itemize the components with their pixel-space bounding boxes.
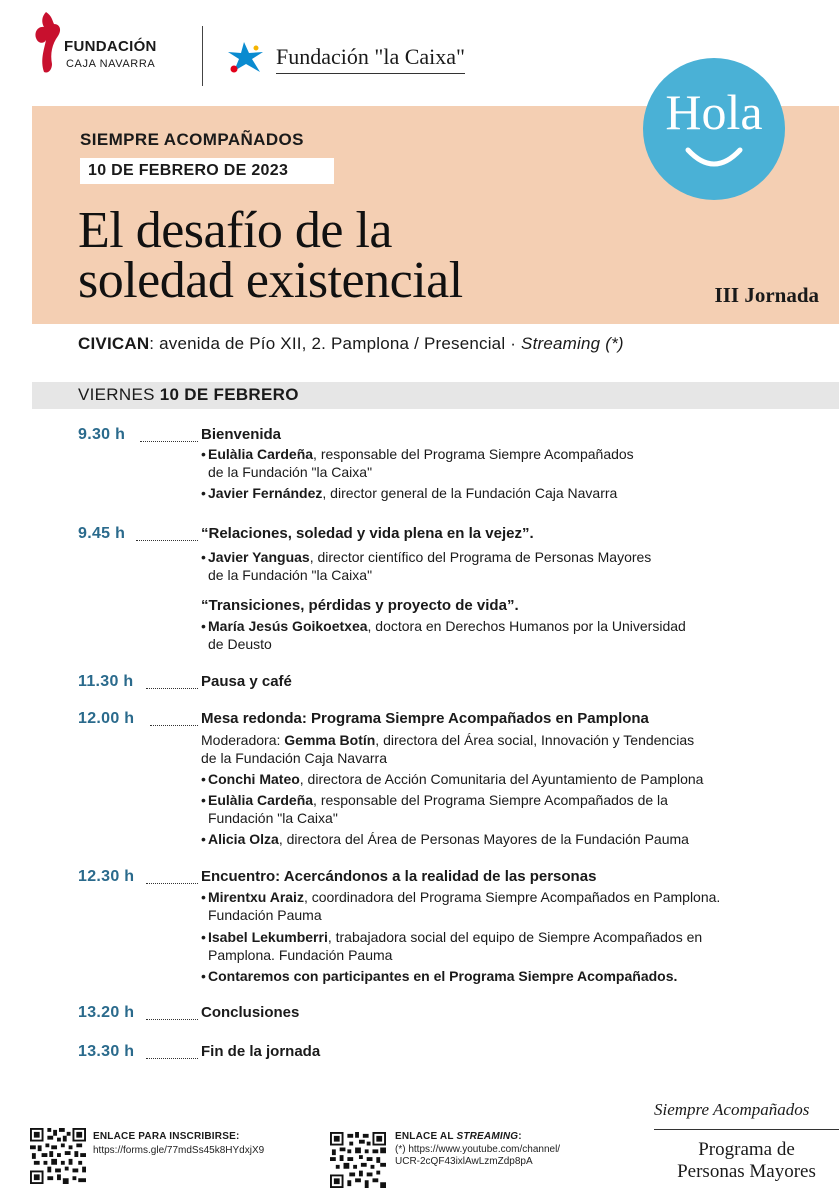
speaker-line (208, 446, 634, 463)
streaming-label-em: STREAMING (456, 1131, 519, 1142)
title-line-1: El desafío de la (78, 202, 392, 259)
programa-personas-mayores (654, 1139, 839, 1183)
caja-navarra-mark-icon (32, 10, 64, 74)
page-title (78, 202, 638, 309)
venue-address: : avenida de Pío XII, 2. Pamplona / Presencial · (149, 334, 522, 353)
day-weekday: VIERNES (78, 385, 160, 404)
participants-note: Contaremos con participantes en el Programa Siempre Acompañados. (208, 968, 678, 984)
speaker-role: , coordinadora del Programa Siempre Acompañados en Pamplona. (303, 889, 721, 905)
logo-divider (202, 26, 203, 86)
streaming-link-label (395, 1131, 522, 1142)
dot-leader (146, 1045, 198, 1059)
entry-time: 13.20 h (78, 1004, 135, 1021)
bullet: • (201, 968, 206, 984)
bullet: • (201, 446, 206, 462)
entry-time: 9.45 h (78, 525, 126, 542)
speaker-role-cont: de la Fundación "la Caixa" (208, 567, 373, 583)
dot-leader (146, 1006, 198, 1020)
edition-label: III Jornada (714, 283, 819, 307)
moderator-label: Moderadora: (201, 732, 285, 748)
la-caixa-name: Fundación "la Caixa" (276, 44, 465, 74)
entry-title: Fin de la jornada (201, 1043, 321, 1060)
speaker-name: Javier Fernández (208, 485, 323, 501)
speaker-name: Eulàlia Cardeña (208, 446, 314, 462)
program-line-1: Programa de (698, 1139, 795, 1160)
entry-title: Mesa redonda: Programa Siempre Acompañados en Pamplona (201, 710, 649, 727)
moderator-role: , directora del Área social, Innovación y Tendencias (375, 732, 695, 748)
speaker-line (208, 929, 702, 946)
bullet: • (201, 771, 206, 787)
moderator-name: Gemma Botín (284, 732, 376, 748)
speaker-line (208, 792, 668, 809)
day-header (32, 382, 839, 409)
speaker-name: Alicia Olza (208, 831, 279, 847)
speaker-role-cont: Fundación Pauma (208, 907, 322, 923)
entry-time: 13.30 h (78, 1043, 135, 1060)
speaker-role-cont: de Deusto (208, 636, 272, 652)
program-line-2: Personas Mayores (677, 1161, 816, 1182)
fcn-name: FUNDACIÓN (64, 38, 157, 55)
speaker-name: Conchi Mateo (208, 771, 300, 787)
venue-streaming: Streaming (*) (521, 334, 624, 353)
moderator-role-cont: de la Fundación Caja Navarra (201, 750, 387, 766)
dot-leader (146, 675, 198, 689)
fcn-subtitle: CAJA NAVARRA (66, 58, 156, 70)
hola-text: Hola (665, 84, 763, 140)
speaker-role: , responsable del Programa Siempre Acompañados de la (313, 792, 668, 808)
streaming-link-url[interactable] (395, 1144, 560, 1168)
smile-icon (684, 144, 744, 172)
event-date: 10 DE FEBRERO DE 2023 (80, 158, 334, 184)
speaker-role: , directora de Acción Comunitaria del Ayuntamiento de Pamplona (299, 771, 704, 787)
streaming-label-suffix: : (518, 1131, 522, 1142)
speaker-role-cont: de la Fundación "la Caixa" (208, 464, 373, 480)
footer-rule (654, 1129, 839, 1130)
speaker-role: , doctora en Derechos Humanos por la Universidad (367, 618, 686, 634)
venue-name: CIVICAN (78, 334, 150, 353)
streaming-url-line-2: UCR-2cQF43ixlAwLzmZdp8pA (395, 1156, 533, 1167)
streaming-qr-code[interactable] (330, 1132, 386, 1188)
speaker-line (208, 968, 677, 985)
speaker-role: , director científico del Programa de Personas Mayores (309, 549, 652, 565)
speaker-role: , director general de la Fundación Caja Navarra (322, 485, 618, 501)
speaker-line (208, 485, 617, 502)
entry-time: 12.00 h (78, 710, 135, 727)
bullet: • (201, 618, 206, 634)
venue-line (78, 334, 624, 354)
speaker-name: María Jesús Goikoetxea (208, 618, 368, 634)
header-logos (32, 8, 492, 86)
entry-time: 9.30 h (78, 426, 126, 443)
speaker-role: , responsable del Programa Siempre Acompañados (313, 446, 634, 462)
streaming-url-line-1: (*) https://www.youtube.com/channel/ (395, 1144, 561, 1155)
entry-title: Bienvenida (201, 426, 282, 443)
la-caixa-logo (226, 40, 496, 80)
entry-title: Encuentro: Acercándonos a la realidad de las personas (201, 868, 597, 885)
bullet: • (201, 831, 206, 847)
speaker-name: Javier Yanguas (208, 549, 310, 565)
speaker-name: Mirentxu Araiz (208, 889, 304, 905)
bullet: • (201, 889, 206, 905)
bullet: • (201, 792, 206, 808)
entry-title: Conclusiones (201, 1004, 300, 1021)
bullet: • (201, 549, 206, 565)
dot-leader (140, 428, 198, 442)
streaming-label-prefix: ENLACE AL (395, 1131, 457, 1142)
speaker-role: , directora del Área de Personas Mayores de la Fundación Pauma (278, 831, 689, 847)
title-line-2: soledad existencial (78, 252, 463, 309)
speaker-line (208, 889, 720, 906)
dot-leader (136, 527, 198, 541)
speaker-line (208, 771, 703, 788)
siempre-acompanados-logo: Siempre Acompañados (654, 1100, 810, 1119)
bullet: • (201, 929, 206, 945)
hola-badge (643, 58, 785, 200)
speaker-line (208, 618, 686, 635)
speaker-role-cont: Fundación "la Caixa" (208, 810, 338, 826)
register-qr-code[interactable] (30, 1128, 86, 1184)
speaker-name: Eulàlia Cardeña (208, 792, 314, 808)
register-link-url[interactable]: https://forms.gle/77mdSs45k8HYdxjX9 (93, 1145, 265, 1156)
speaker-role-cont: Pamplona. Fundación Pauma (208, 947, 393, 963)
bullet: • (201, 485, 206, 501)
entry-time: 11.30 h (78, 673, 134, 690)
entry-title: “Relaciones, soledad y vida plena en la vejez”. (201, 525, 534, 542)
dot-leader (150, 712, 198, 726)
speaker-line (208, 549, 651, 566)
day-date: 10 DE FEBRERO (159, 385, 299, 404)
series-name: SIEMPRE ACOMPAÑADOS (80, 130, 304, 149)
moderator-line (201, 732, 694, 749)
speaker-role: , trabajadora social del equipo de Siempre Acompañados en (327, 929, 703, 945)
entry-title: Pausa y café (201, 673, 292, 690)
la-caixa-star-icon (226, 40, 266, 74)
speaker-line (208, 831, 689, 848)
register-link-label: ENLACE PARA INSCRIBIRSE: (93, 1131, 240, 1142)
fundacion-caja-navarra-logo (32, 8, 182, 78)
entry-subtitle: “Transiciones, pérdidas y proyecto de vida”. (201, 597, 519, 614)
entry-time: 12.30 h (78, 868, 135, 885)
dot-leader (146, 870, 198, 884)
speaker-name: Isabel Lekumberri (208, 929, 328, 945)
